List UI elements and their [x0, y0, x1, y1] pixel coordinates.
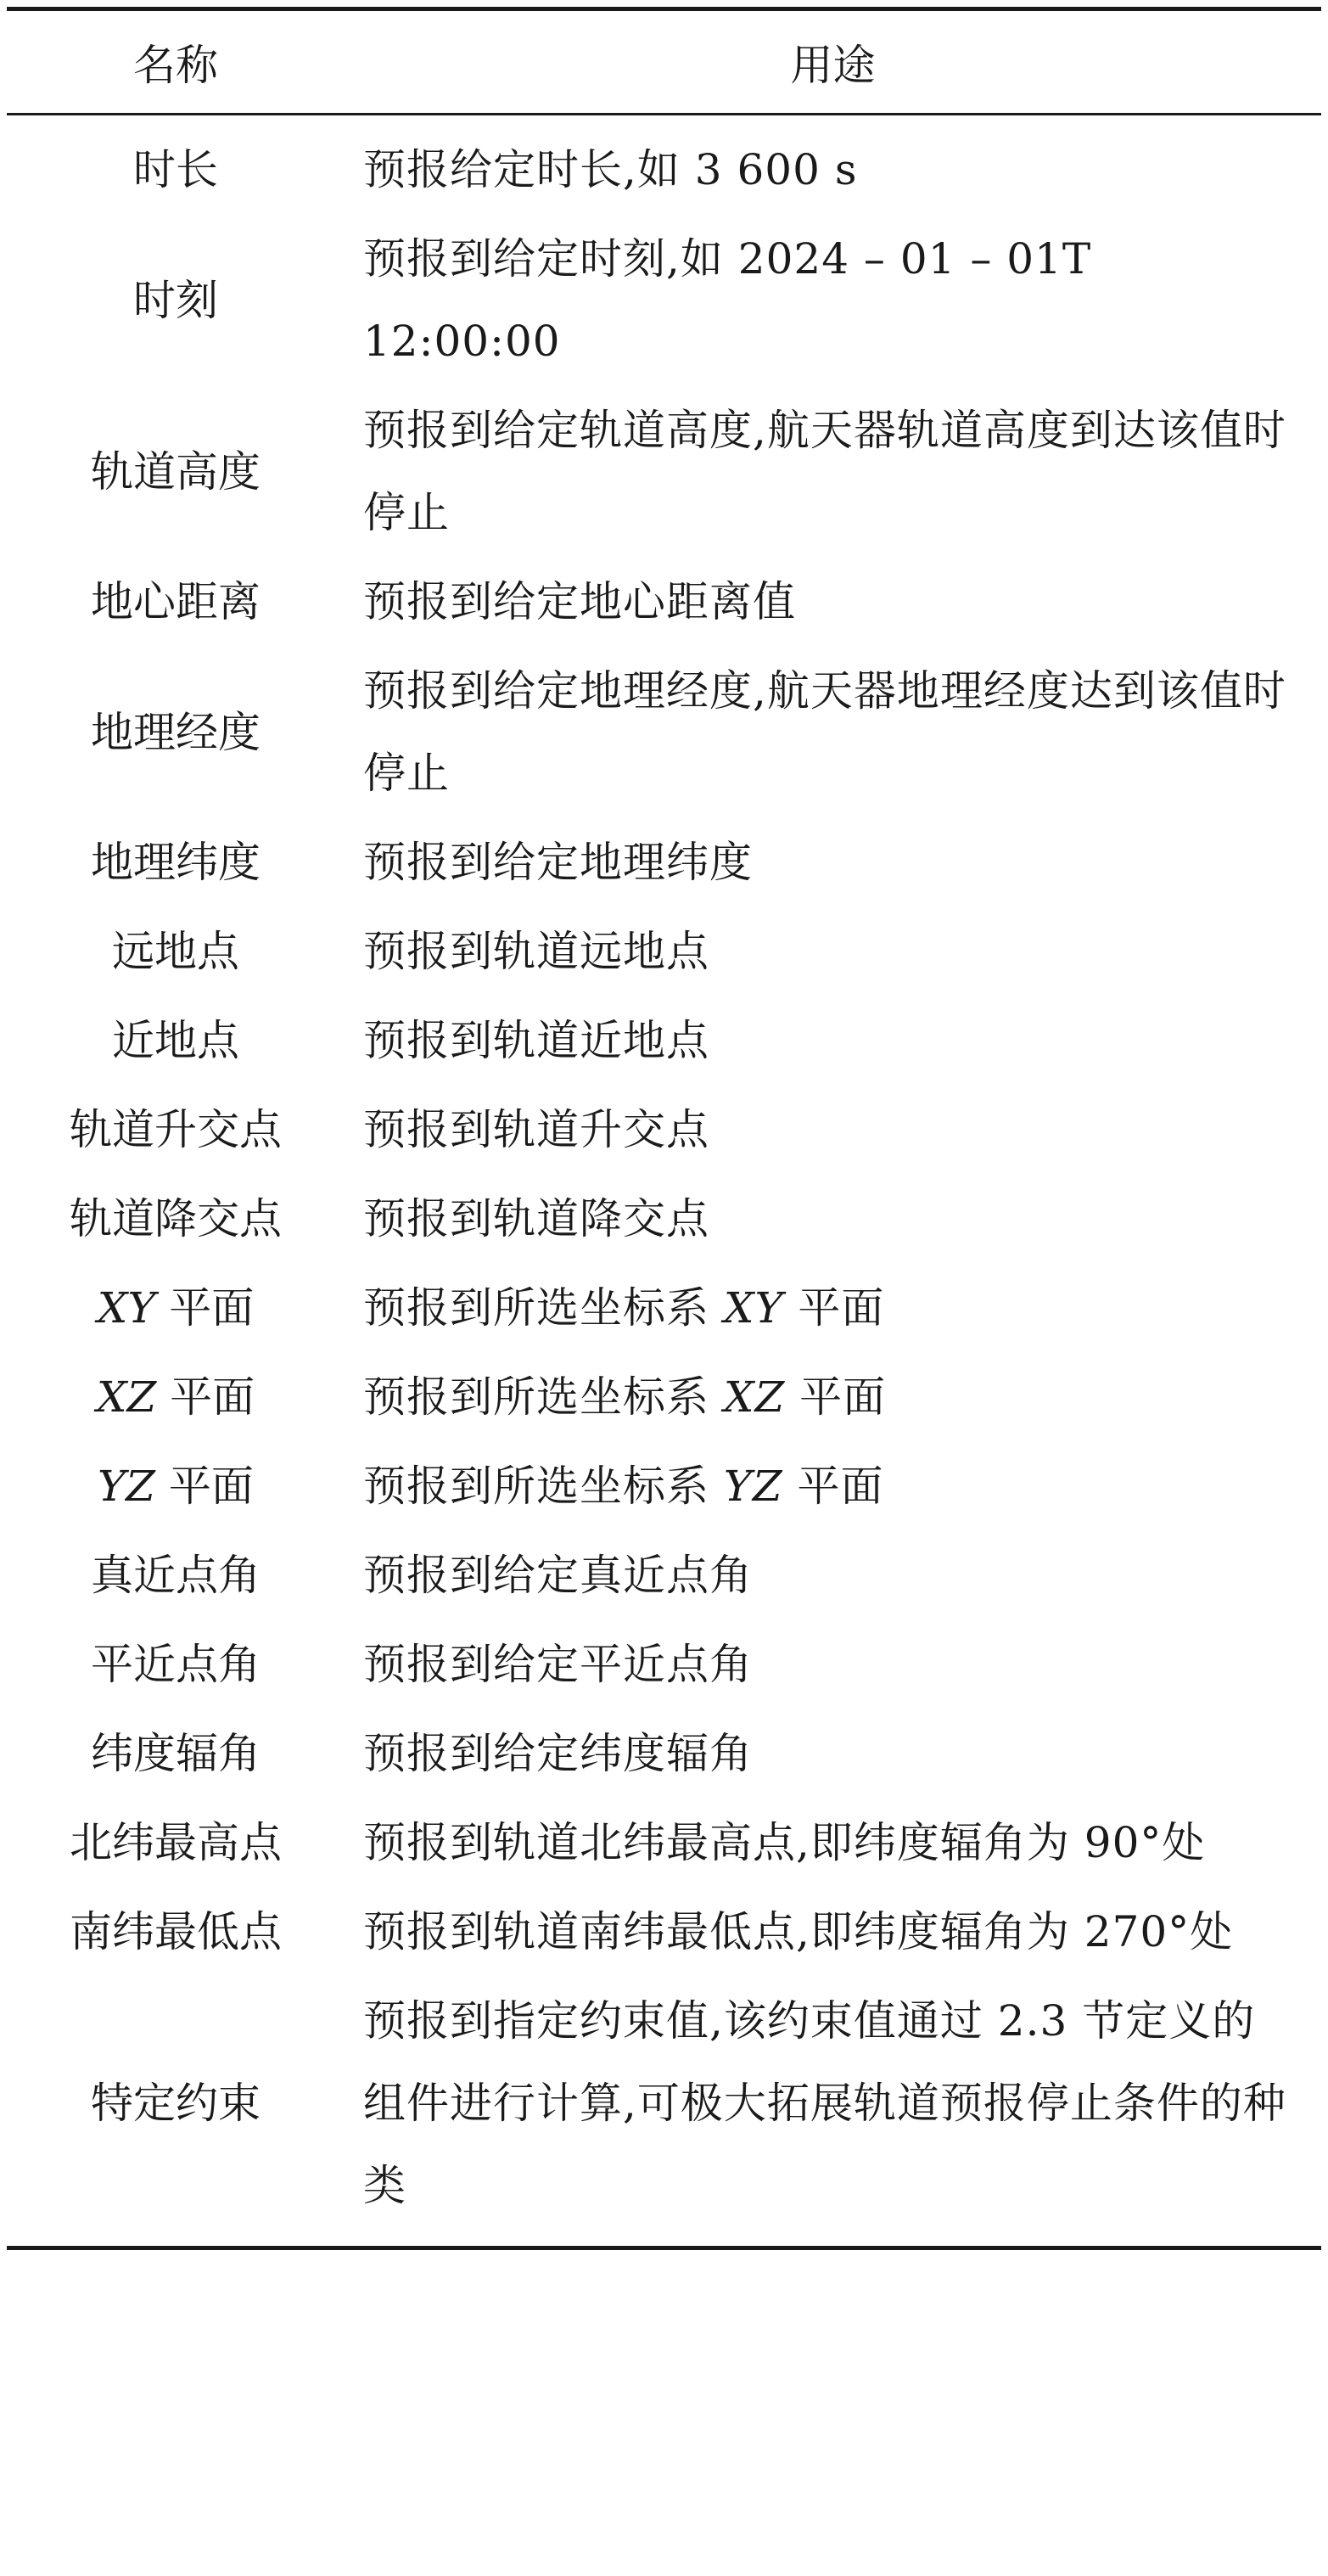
row-use: 预报到给定地心距离值 — [363, 577, 796, 626]
table-row — [7, 1531, 1321, 1620]
table-row — [7, 818, 1321, 907]
row-name: 时长 — [133, 145, 218, 194]
table-row — [7, 1264, 1321, 1353]
stop-condition-table — [7, 7, 1321, 2250]
row-use: 预报到轨道降交点 — [363, 1194, 709, 1243]
table-row — [7, 647, 1321, 818]
row-use: 预报到所选坐标系 XY 平面 — [363, 1283, 885, 1333]
table-row — [7, 1799, 1321, 1888]
table-row — [7, 1888, 1321, 1977]
row-name: 地理经度 — [91, 707, 261, 757]
row-use: 预报到给定轨道高度,航天器轨道高度到达该值时停止 — [363, 406, 1286, 537]
row-use: 预报到轨道北纬最高点,即纬度辐角为 90°处 — [363, 1818, 1206, 1867]
table-row — [7, 1442, 1321, 1531]
row-name: 地理纬度 — [91, 838, 261, 887]
row-name: 远地点 — [112, 927, 239, 976]
row-name: 南纬最低点 — [70, 1907, 282, 1956]
row-name: 轨道高度 — [91, 446, 261, 497]
row-name: 地心距离 — [91, 577, 261, 626]
row-name: 纬度辐角 — [91, 1729, 261, 1778]
row-name: XZ 平面 — [96, 1372, 255, 1422]
table-row — [7, 386, 1321, 558]
row-use: 预报到指定约束值,该约束值通过 2.3 节定义的组件进行计算,可极大拓展轨道预报停止条件的种类 — [363, 1996, 1286, 2210]
row-use: 预报到所选坐标系 YZ 平面 — [363, 1462, 884, 1511]
row-use: 预报到给定真近点角 — [363, 1551, 753, 1600]
row-name: 特定约束 — [91, 2079, 261, 2128]
row-use: 预报到轨道南纬最低点,即纬度辐角为 270°处 — [363, 1907, 1234, 1956]
table-row — [7, 907, 1321, 996]
row-use: 预报到给定地理纬度 — [363, 838, 753, 887]
row-use: 预报到给定纬度辐角 — [363, 1729, 753, 1778]
row-use: 预报到给定平近点角 — [363, 1640, 753, 1689]
row-use: 预报到给定时刻,如 2024 – 01 – 01T 12:00:00 — [363, 234, 1092, 366]
table-row — [7, 996, 1321, 1086]
table-row — [7, 115, 1321, 216]
row-name: 真近点角 — [91, 1551, 261, 1600]
header-row — [7, 9, 1321, 115]
row-use: 预报到轨道近地点 — [363, 1016, 709, 1065]
row-name: 平近点角 — [91, 1640, 261, 1689]
table-row — [7, 1175, 1321, 1264]
table-body — [7, 115, 1321, 2248]
table-row — [7, 1977, 1321, 2248]
row-name: 轨道降交点 — [70, 1194, 282, 1243]
row-use: 预报到所选坐标系 XZ 平面 — [363, 1372, 887, 1422]
row-use: 预报到轨道远地点 — [363, 927, 709, 976]
row-name: 近地点 — [112, 1016, 239, 1065]
row-name: XY 平面 — [97, 1283, 255, 1333]
row-name: 轨道升交点 — [70, 1105, 282, 1154]
stop-condition-table-container — [7, 7, 1321, 2250]
table-header — [7, 9, 1321, 115]
row-use: 预报给定时长,如 3 600 s — [363, 145, 858, 194]
header-name: 名称 — [133, 41, 218, 90]
table-row — [7, 558, 1321, 647]
table-row — [7, 1709, 1321, 1799]
table-row — [7, 1353, 1321, 1442]
row-use: 预报到给定地理经度,航天器地理经度达到该值时停止 — [363, 666, 1286, 798]
table-row — [7, 1086, 1321, 1175]
row-name: 北纬最高点 — [70, 1818, 282, 1867]
row-use: 预报到轨道升交点 — [363, 1105, 709, 1154]
row-name: YZ 平面 — [98, 1462, 254, 1511]
header-use: 用途 — [790, 41, 876, 90]
table-row — [7, 1620, 1321, 1709]
table-row — [7, 215, 1321, 386]
row-name: 时刻 — [133, 275, 218, 325]
